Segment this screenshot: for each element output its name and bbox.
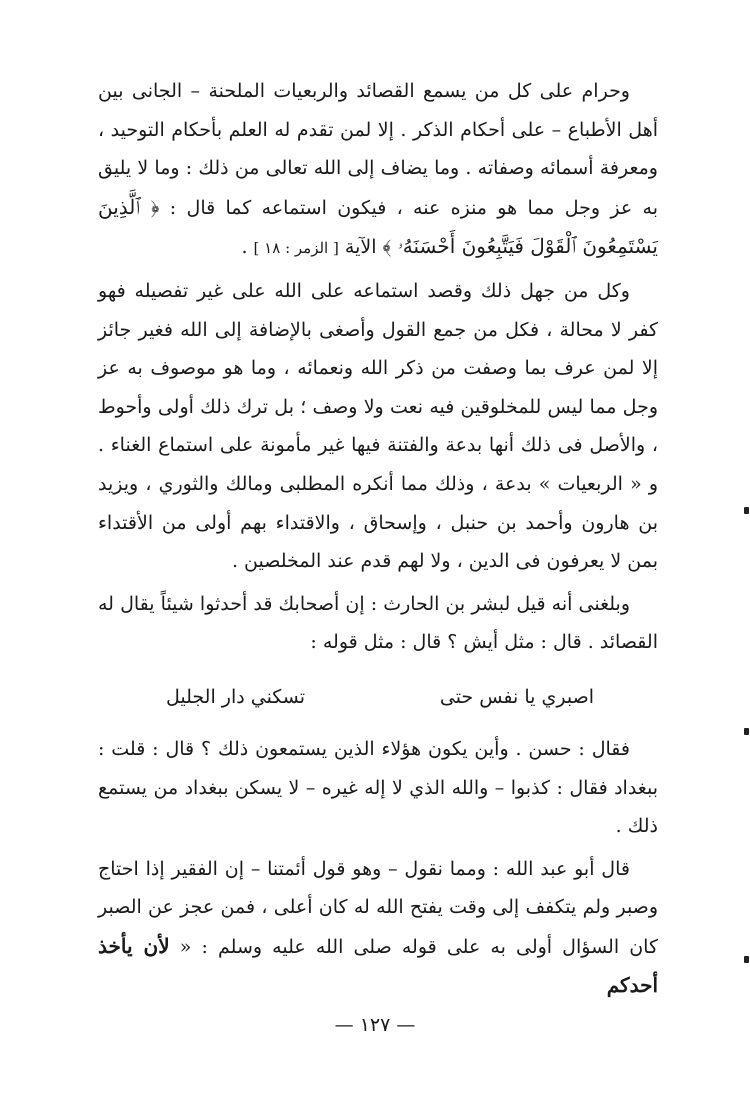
paragraph-2: وكل من جهل ذلك وقصد استماعه على الله على غير تفصيله فهو كفر لا محالة ، فكل من جمع القول وأصغى بالإضافة إلى الله فغير جائز إلا لمن عرف بما وصفت من ذكر الله ونعمائه ، وما هو موصوف به عز وجل مما ليس للمخلوقين فيه نعت ولا وصف ؛ بل ترك ذلك أولى وأحوط ، والأصل فى ذلك أنها بدعة والفتنة فيها غير مأمونة على استماع الغناء . و « الربعيات » بدعة ، وذلك مما أنكره المطلبى ومالك والثوري ، ويزيد بن هارون وأحمد بن حنبل ، وإسحاق ، والاقتداء بهم أولى من الأقتداء بمن لا يعرفون فى الدين ، ولا لهم قدم عند المخلصين . xyxy=(98,279,658,573)
paragraph-5-text: قال أبو عبد الله : ومما نقول – وهو قول أئمتنا – إن الفقير إذا احتاج وصبر ولم يتكفف إلى وقت يفتح الله له كان أعلى ، فمن عجز عن الصبر كان السؤال أولى به على قوله صلى الله عليه وسلم : « xyxy=(98,857,658,958)
page-number: — ١٢٧ — xyxy=(334,1014,416,1036)
paragraph-3: وبلغنى أنه قيل لبشر بن الحارث : إن أصحابك قد أحدثوا شيئاً يقال له القصائد . قال : مثل أيش ؟ قال : مثل قوله : xyxy=(98,592,658,654)
scan-edge-mark xyxy=(744,507,749,514)
verse-second-hemistich: تسكني دار الجليل xyxy=(166,685,306,708)
paragraph-1-text-c: . xyxy=(241,236,254,259)
paragraph-4: فقال : حسن . وأين يكون هؤلاء الذين يستمعون ذلك ؟ قال : قلت : ببغداد فقال : كذبوا – والله الذي لا إله غيره – لا يسكن ببغداد من يستمع ذلك . xyxy=(98,737,658,838)
poem-verse xyxy=(98,678,658,716)
surah-reference: [ الزمر : ١٨ ] xyxy=(253,239,339,258)
verse-first-hemistich: اصبري يا نفس حتى xyxy=(439,685,594,708)
paragraph-5 xyxy=(98,850,658,1006)
paragraph-1-text-b: الآية xyxy=(338,236,383,259)
hadith-bold-text: لأن يأخذ أحدكم xyxy=(98,933,658,998)
scan-edge-mark xyxy=(744,956,749,963)
quran-verse: ﴿ ٱلَّذِينَ يَسْتَمِعُونَ ٱلْقَوْلَ فَيَتَّبِعُونَ أَحْسَنَهُۥ ﴾ xyxy=(98,194,658,259)
book-page xyxy=(98,72,658,1006)
paragraph-1-text-a: وحرام على كل من يسمع القصائد والربعيات الملحنة – الجانى بين أهل الأطباع – على أحكام الذكر . إلا لمن تقدم له العلم بأحكام التوحيد ، ومعرفة أسمائه وصفاته . وما يضاف إلى الله تعالى من ذلك : وما لا يليق به عز وجل مما هو منزه عنه ، فيكون استماعه كما قال : xyxy=(98,80,658,219)
paragraph-1 xyxy=(98,72,658,268)
scan-edge-mark xyxy=(744,728,749,735)
